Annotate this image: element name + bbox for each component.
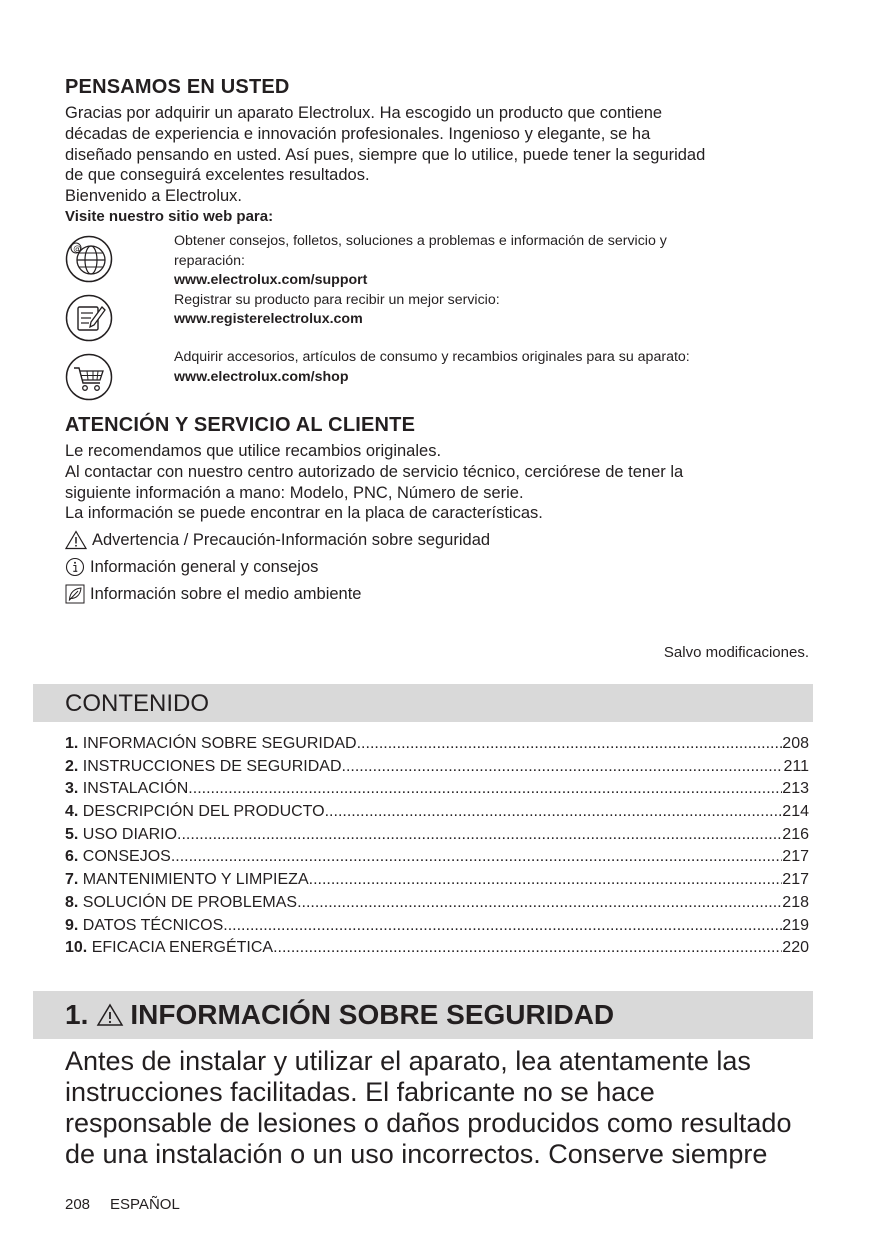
section1-line: responsable de lesiones o daños producidos como resultado [65, 1108, 792, 1138]
service-text-line: reparación: [174, 252, 245, 269]
section1-line: instrucciones facilitadas. El fabricante no se hace [65, 1077, 655, 1107]
toc-item[interactable]: 9. DATOS TÉCNICOS ..... 219 [65, 917, 809, 940]
leaf-icon [65, 584, 85, 604]
globe-icon [65, 235, 113, 283]
toc-item[interactable]: 2. INSTRUCCIONES DE SEGURIDAD ..... 211 [65, 758, 809, 781]
intro-line: de que conseguirá excelentes resultados. [65, 166, 370, 185]
contents-title: CONTENIDO [65, 690, 209, 717]
legend-info [65, 557, 318, 577]
warning-icon [65, 530, 87, 550]
customer-service-title: ATENCIÓN Y SERVICIO AL CLIENTE [65, 414, 416, 436]
section1-label: INFORMACIÓN SOBRE SEGURIDAD [130, 999, 615, 1030]
toc-item[interactable]: 4. DESCRIPCIÓN DEL PRODUCTO ..... 214 [65, 803, 809, 826]
section1-header [33, 991, 813, 1039]
customer-service-line: Al contactar con nuestro centro autorizado de servicio técnico, cerciórese de tener la [65, 462, 684, 481]
section1-intro [65, 1046, 835, 1170]
section1-number: 1. [65, 999, 89, 1030]
service-shop [174, 348, 690, 387]
footer-language: ESPAÑOL [110, 1196, 180, 1213]
customer-service-line: La información se puede encontrar en la placa de características. [65, 504, 543, 523]
toc-item[interactable]: 3. INSTALACIÓN ..... 213 [65, 780, 809, 803]
service-text-line: Obtener consejos, folletos, soluciones a problemas e información de servicio y [174, 233, 667, 249]
shop-link[interactable]: www.electrolux.com/shop [174, 368, 349, 385]
modification-note: Salvo modificaciones. [663, 644, 809, 661]
service-text-line: Adquirir accesorios, artículos de consumo y recambios originales para su aparato: [174, 349, 690, 365]
cart-icon [65, 353, 113, 401]
toc-item[interactable]: 1. INFORMACIÓN SOBRE SEGURIDAD ..... 208 [65, 735, 809, 758]
svg-text:@: @ [73, 243, 82, 253]
visit-label: Visite nuestro sitio web para: [65, 208, 274, 225]
intro-line: Bienvenido a Electrolux. [65, 187, 243, 206]
section1-line: Antes de instalar y utilizar el aparato, lea atentamente las [65, 1046, 751, 1076]
register-link[interactable]: www.registerelectrolux.com [174, 311, 363, 327]
intro-line: diseñado pensando en usted. Así pues, siempre que lo utilice, puede tener la seguridad [65, 145, 706, 164]
service-text-line: Registrar su producto para recibir un mejor servicio: [174, 291, 500, 308]
info-icon [65, 557, 85, 577]
legend-label: Información general y consejos [90, 558, 319, 576]
section1-title [65, 999, 614, 1031]
customer-service-line: Le recomendamos que utilice recambios originales. [65, 442, 442, 460]
legend-label: Información sobre el medio ambiente [90, 585, 362, 603]
toc-item[interactable]: 5. USO DIARIO ..... 216 [65, 826, 809, 849]
support-link[interactable]: www.electrolux.com/support [174, 272, 368, 288]
contents-header [33, 684, 813, 722]
toc-item[interactable]: 8. SOLUCIÓN DE PROBLEMAS ..... 218 [65, 894, 809, 917]
page-number: 208 [65, 1196, 91, 1213]
toc-item[interactable]: 7. MANTENIMIENTO Y LIMPIEZA ..... 217 [65, 871, 809, 894]
customer-service-line: siguiente información a mano: Modelo, PNC, Número de serie. [65, 483, 524, 502]
page-footer [65, 1196, 180, 1213]
intro-title: PENSAMOS EN USTED [65, 76, 290, 98]
warning-icon [96, 1002, 124, 1028]
toc-item[interactable]: 6. CONSEJOS ..... 217 [65, 848, 809, 871]
toc-item[interactable]: 10. EFICACIA ENERGÉTICA ..... 220 [65, 939, 809, 962]
customer-service-paragraph [65, 441, 815, 524]
register-icon [65, 294, 113, 342]
intro-paragraph [65, 103, 815, 207]
legend-warning [65, 530, 490, 550]
legend-environment [65, 584, 361, 604]
table-of-contents [65, 735, 809, 962]
intro-line: Gracias por adquirir un aparato Electrolux. Ha escogido un producto que contiene [65, 104, 663, 122]
intro-line: décadas de experiencia e innovación profesionales. Ingenioso y elegante, se ha [65, 124, 651, 143]
section1-line: de una instalación o un uso incorrectos. Conserve siempre [65, 1139, 768, 1169]
legend-label: Advertencia / Precaución-Información sobre seguridad [92, 531, 491, 549]
service-support [174, 232, 667, 330]
